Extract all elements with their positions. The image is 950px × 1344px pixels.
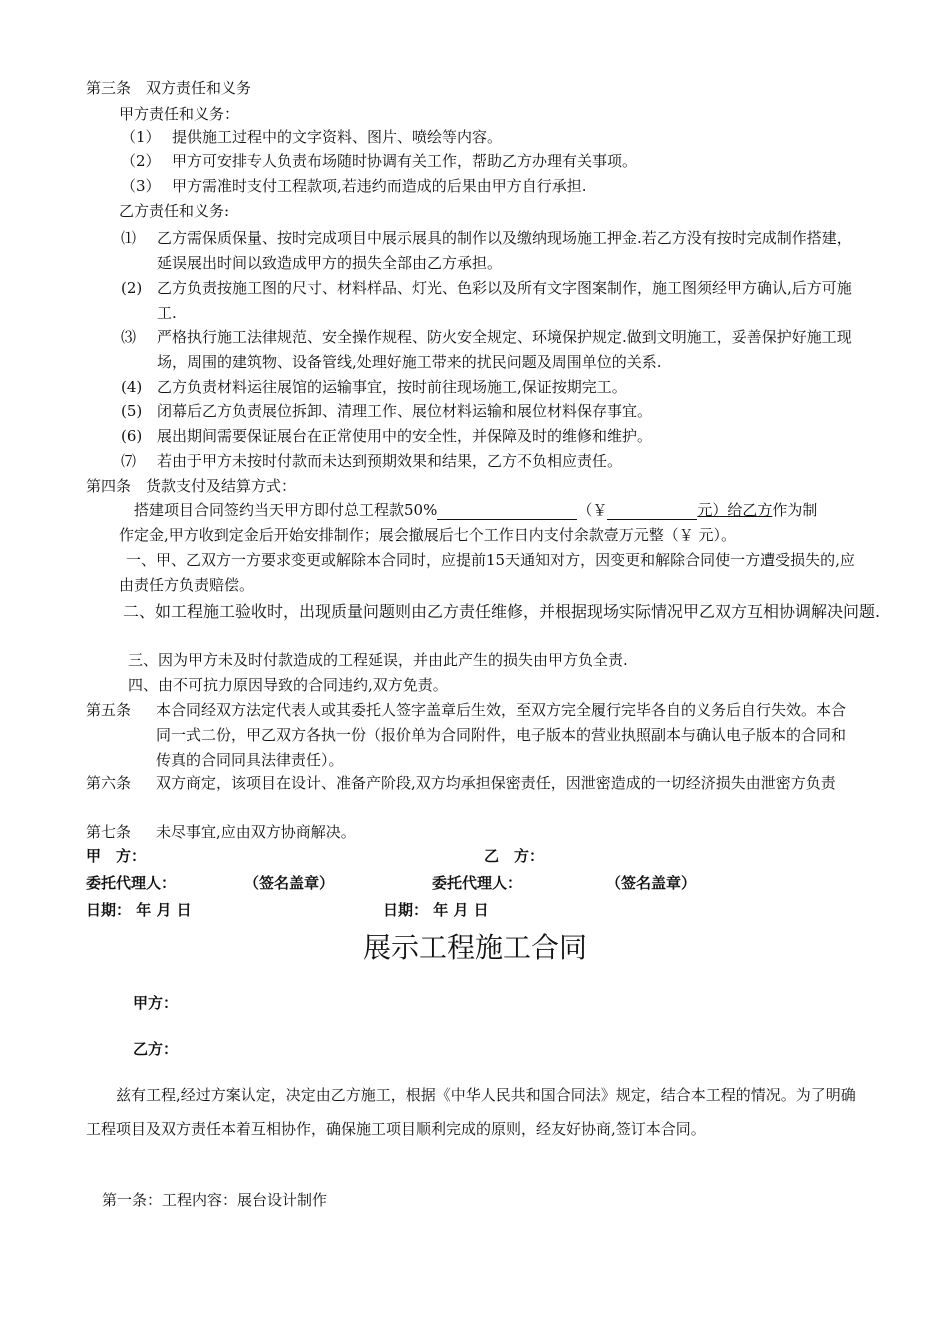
article-4-clause-1: 一、甲、乙双方一方要求变更或解除本合同时，应提前15天通知对方，因变更和解除合同使一方遭受损失的,应由责任方负责赔偿。 — [119, 551, 855, 594]
article-4-heading: 第四条 货款支付及结算方式： — [86, 477, 297, 495]
article-3-heading: 第三条 双方责任和义务 — [86, 79, 252, 97]
signature-date-b: 日期： 年 月 日 — [383, 901, 489, 919]
payment-recipient-text: 元）给乙方 — [697, 501, 773, 519]
party-b-item-number: ⑶ — [121, 328, 137, 346]
signature-agent-a: 委托代理人： — [86, 874, 177, 892]
payment-terms-line-2: 作定金,甲方收到定金后开始安排制作；展会撤展后七个工作日内支付余款壹万元整（￥ 元）。 — [119, 526, 737, 544]
party-b-item-number: (6) — [121, 427, 143, 445]
signature-date-a: 日期： 年 月 日 — [86, 901, 192, 919]
party-b-item: 若由于甲方未按时付款而未达到预期效果和结果，乙方不负相应责任。 — [157, 452, 623, 470]
article-5-label: 第五条 — [86, 701, 132, 719]
party-b-item: 展出期间需要保证展台在正常使用中的安全性，并保障及时的维修和维护。 — [157, 427, 653, 445]
party-a-item: 甲方可安排专人负责布场随时协调有关工作，帮助乙方办理有关事项。 — [172, 152, 638, 170]
party-a-item: 甲方需准时支付工程款项,若违约而造成的后果由甲方自行承担. — [172, 177, 587, 195]
signature-seal-a: （签名盖章） — [244, 874, 335, 892]
article-7-label: 第七条 — [86, 823, 132, 841]
article-6-text: 双方商定，该项目在设计、准备产阶段,双方均承担保密责任，因泄密造成的一切经济损失由泄密方负责 — [156, 774, 836, 792]
amount-blank — [437, 501, 577, 520]
party-a-item-number: （3） — [121, 177, 161, 195]
intro-party-b: 乙方： — [133, 1040, 179, 1058]
party-b-item-number: (5) — [121, 402, 143, 420]
article-4-clause-4: 四、由不可抗力原因导致的合同违约,双方免责。 — [128, 676, 448, 694]
payment-terms-text: 搭建项目合同签约当天甲方即付总工程款50% — [134, 501, 438, 519]
intro-party-a: 甲方： — [133, 994, 179, 1012]
payment-terms-line — [134, 500, 817, 520]
party-b-item-number: (2) — [121, 279, 143, 297]
signature-party-a: 甲 方： — [86, 847, 147, 865]
party-b-item-number: ⑺ — [121, 452, 137, 470]
contract-title: 展示工程施工合同 — [362, 931, 587, 964]
party-b-item: 闭幕后乙方负责展位拆卸、清理工作、展位材料运输和展位材料保存事宜。 — [157, 402, 653, 420]
article-4-clause-2: 二、如工程施工验收时，出现质量问题则由乙方责任维修，并根据现场实际情况甲乙双方互相协调解决问题. — [123, 602, 881, 621]
intro-paragraph: 兹有工程,经过方案认定，决定由乙方施工，根据《中华人民共和国合同法》规定，结合本工程的情况。为了明确工程项目及双方责任本着互相协作，确保施工项目顺利完成的原则，经友好协商,签订本合同。 — [86, 1086, 856, 1138]
article-7-text: 未尽事宜,应由双方协商解决。 — [156, 823, 356, 841]
party-b-item-number: (4) — [121, 378, 143, 396]
party-a-item: 提供施工过程中的文字资料、图片、喷绘等内容。 — [172, 128, 503, 146]
article-5-text: 本合同经双方法定代表人或其委托人签字盖章后生效，至双方完全履行完毕各自的义务后自行失效。本合同一式二份，甲乙双方各执一份（报价单为合同附件，电子版本的营业执照副本与确认电子版本的合同和传真的合同同具法律责任）。 — [156, 701, 847, 769]
party-a-item-number: （2） — [121, 152, 161, 170]
payment-currency-label: （￥ — [577, 501, 608, 519]
signature-agent-b: 委托代理人： — [432, 874, 523, 892]
party-a-duties-label: 甲方责任和义务： — [119, 105, 240, 123]
party-b-item: 乙方负责材料运往展馆的运输事宜，按时前往现场施工,保证按期完工。 — [157, 378, 627, 396]
payment-terms-text-tail: 作为制 — [772, 501, 818, 519]
article-1-heading: 第一条：工程内容：展台设计制作 — [102, 1191, 328, 1209]
party-b-duties-label: 乙方责任和义务: — [119, 202, 230, 220]
party-b-item-number: ⑴ — [121, 229, 137, 247]
signature-party-b: 乙 方： — [484, 847, 545, 865]
article-6-label: 第六条 — [86, 774, 132, 792]
signature-seal-b: （签名盖章） — [606, 874, 697, 892]
party-a-item-number: （1） — [121, 128, 161, 146]
party-b-item: 乙方负责按施工图的尺寸、材料样品、灯光、色彩以及所有文字图案制作，施工图须经甲方确认,后方可施工. — [157, 279, 852, 322]
amount-blank — [607, 501, 697, 520]
party-b-item: 乙方需保质保量、按时完成项目中展示展具的制作以及缴纳现场施工押金.若乙方没有按时完成制作搭建，延误展出时间以致造成甲方的损失全部由乙方承担。 — [157, 229, 852, 272]
party-b-item: 严格执行施工法律规范、安全操作规程、防火安全规定、环境保护规定.做到文明施工，妥善保护好施工现场，周围的建筑物、设备管线,处理好施工带来的扰民问题及周围单位的关系. — [157, 328, 852, 371]
article-4-clause-3: 三、因为甲方未及时付款造成的工程延误，并由此产生的损失由甲方负全责. — [128, 651, 628, 669]
